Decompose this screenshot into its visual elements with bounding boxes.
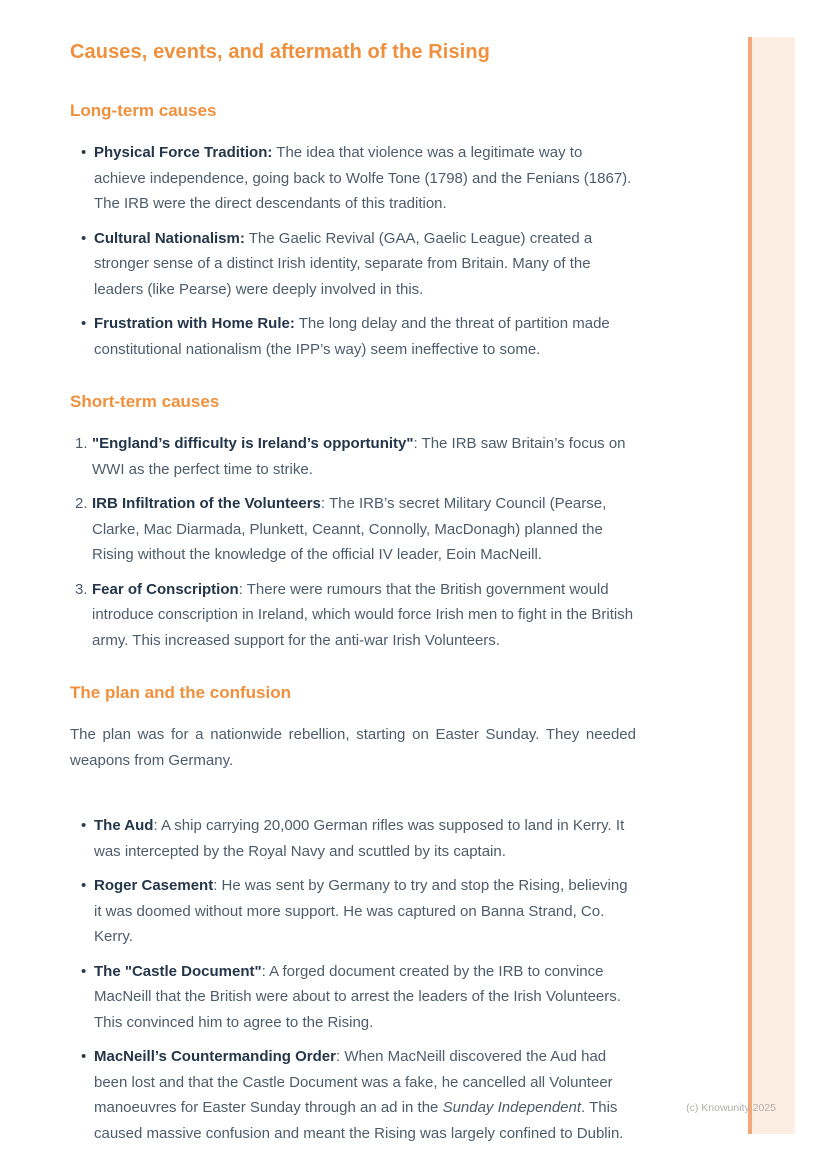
bullet-icon: • xyxy=(81,817,87,834)
list-number: 2. xyxy=(75,495,88,512)
list-item xyxy=(70,491,636,568)
section-long-term-causes xyxy=(70,100,636,362)
list-item xyxy=(70,813,636,864)
list-item xyxy=(70,431,636,482)
accent-strip xyxy=(748,37,795,1134)
list-item xyxy=(70,959,636,1036)
term-description: : A ship carrying 20,000 German rifles was supposed to land in Kerry. It was intercepted by the Royal Navy and scuttled by its captain. xyxy=(94,817,625,860)
term-label: Cultural Nationalism: xyxy=(94,229,245,247)
list-item xyxy=(70,873,636,950)
list-item xyxy=(70,1044,636,1146)
copyright-note: (c) Knowunity 2025 xyxy=(686,1102,776,1114)
term-description: : A forged document created by the IRB to convince MacNeill that the British were about to arrest the leaders of the Irish Volunteers. This convinced him to agree to the Rising. xyxy=(94,962,621,1031)
section-short-term-causes xyxy=(70,391,636,653)
list-item-text xyxy=(94,959,636,1036)
page-title: Causes, events, and aftermath of the Rising xyxy=(70,41,490,63)
list-item-text xyxy=(94,813,636,864)
bullet-icon: • xyxy=(81,962,87,980)
list-item-text xyxy=(94,226,636,303)
term-description: The idea that violence was a legitimate way to achieve independence, going back to Wolfe Tone (1798) and the Fenians (1867). The IRB were the direct descendants of this tradition. xyxy=(94,144,632,212)
list-number: 1. xyxy=(75,435,88,452)
list-item-text xyxy=(92,431,636,482)
section-plan-and-confusion xyxy=(70,682,636,1146)
bullet-icon: • xyxy=(81,315,87,332)
bullet-list xyxy=(70,140,636,362)
term-label: IRB Infiltration of the Volunteers xyxy=(92,495,321,512)
section-heading: The plan and the confusion xyxy=(70,683,291,702)
bullet-icon: • xyxy=(81,144,87,161)
term-description: . This caused massive confusion and meant the Rising was largely confined to Dublin. xyxy=(94,1099,624,1142)
term-label: The "Castle Document" xyxy=(94,962,262,980)
term-description: : The IRB saw Britain’s focus on WWI as the perfect time to strike. xyxy=(92,435,626,478)
list-item-text xyxy=(92,491,636,568)
intro-paragraph: The plan was for a nationwide rebellion, starting on Easter Sunday. They needed weapons from Germany. xyxy=(70,726,636,769)
term-description: The Gaelic Revival (GAA, Gaelic League) created a stronger sense of a distinct Irish identity, separate from Britain. Many of the leaders (like Pearse) were deeply involved in this. xyxy=(94,229,593,298)
list-item-text xyxy=(94,140,636,217)
term-description: : He was sent by Germany to try and stop the Rising, believing it was doomed without more support. He was captured on Banna Strand, Co. Kerry. xyxy=(94,877,628,945)
term-description: The long delay and the threat of partition made constitutional nationalism (the IPP’s way) seem ineffective to some. xyxy=(94,315,610,358)
bullet-icon: • xyxy=(81,1048,87,1065)
list-number: 3. xyxy=(75,580,88,598)
list-item xyxy=(70,140,636,217)
list-item-text xyxy=(94,311,636,362)
section-heading: Short-term causes xyxy=(70,392,220,411)
term-description: : There were rumours that the British government would introduce conscription in Ireland, which would force Irish men to fight in the British army. This increased support for the anti-war Irish Volunteers. xyxy=(92,580,634,649)
term-label: Frustration with Home Rule: xyxy=(94,315,295,332)
term-label: "England’s difficulty is Ireland’s opportunity" xyxy=(92,435,414,452)
list-item xyxy=(70,311,636,362)
section-heading: Long-term causes xyxy=(70,101,217,120)
list-item xyxy=(70,226,636,303)
term-label: MacNeill’s Countermanding Order xyxy=(94,1048,336,1065)
term-description: : The IRB’s secret Military Council (Pearse, Clarke, Mac Diarmada, Plunkett, Ceannt, Connolly, MacDonagh) planned the Rising without the knowledge of the official IV leader, Eoin MacNeill. xyxy=(92,495,607,563)
term-label: Roger Casement xyxy=(94,877,214,894)
publication-name: Sunday Independent xyxy=(442,1099,582,1116)
bullet-list xyxy=(70,813,636,1146)
term-description: : When MacNeill discovered the Aud had been lost and that the Castle Document was a fake, he cancelled all Volunteer manoeuvres for Easter Sunday through an ad in the xyxy=(94,1048,613,1116)
list-item-text xyxy=(94,1044,636,1146)
list-item-text xyxy=(92,577,636,654)
numbered-list xyxy=(70,431,636,653)
bullet-icon: • xyxy=(81,877,87,894)
list-item xyxy=(70,577,636,654)
list-item-text xyxy=(94,873,636,950)
term-label: Physical Force Tradition: xyxy=(94,144,273,161)
bullet-icon: • xyxy=(81,229,87,247)
term-label: The Aud xyxy=(94,817,154,834)
page-content xyxy=(70,40,636,1155)
term-label: Fear of Conscription xyxy=(92,580,239,598)
